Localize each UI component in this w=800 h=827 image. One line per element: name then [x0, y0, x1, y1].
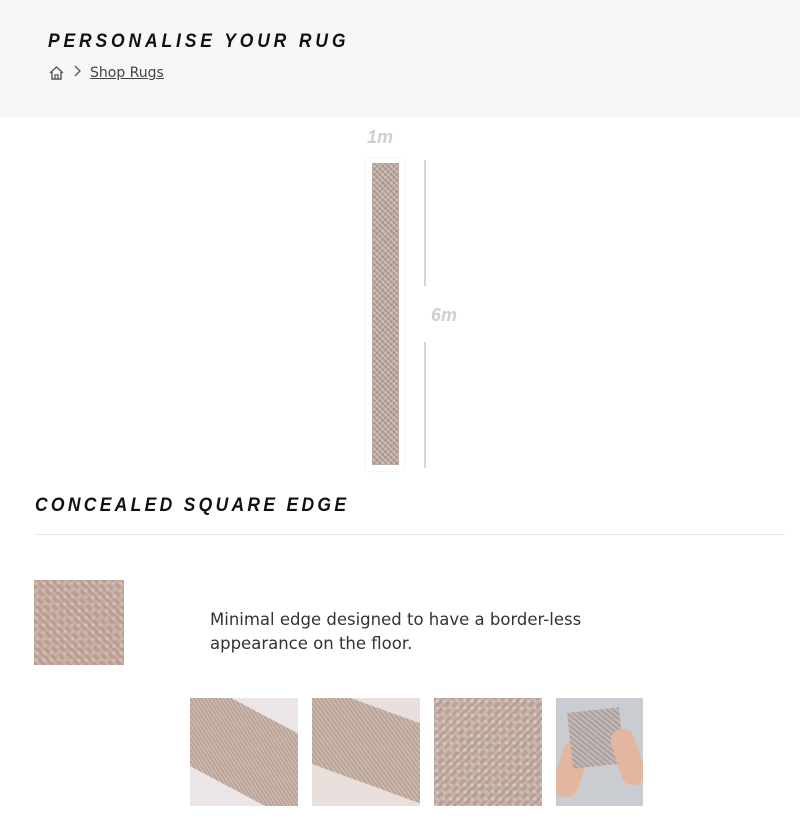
gallery-thumbnail-1[interactable]: [190, 698, 298, 806]
edge-section-title: CONCEALED SQUARE EDGE: [35, 495, 350, 516]
page-title: PERSONALISE YOUR RUG: [48, 31, 350, 52]
edge-description: Minimal edge designed to have a border-less appearance on the floor.: [210, 610, 582, 653]
rug-preview: [372, 163, 399, 465]
rug-length-label: 6m: [431, 305, 458, 325]
length-dimension-line-bottom: [424, 342, 426, 468]
chevron-right-icon: [73, 65, 82, 81]
section-divider: [35, 534, 785, 535]
home-icon[interactable]: [48, 65, 65, 81]
breadcrumb-link-shop-rugs[interactable]: Shop Rugs: [90, 65, 164, 81]
page-header: [0, 0, 800, 117]
length-dimension-line-top: [424, 160, 426, 286]
rug-corner-image: [190, 698, 298, 806]
rug-texture-image: [434, 698, 542, 806]
breadcrumb: [48, 63, 164, 83]
gallery-thumbnail-4[interactable]: [556, 698, 643, 806]
rug-width-label: 1m: [367, 127, 394, 147]
gallery-thumbnail-3[interactable]: [434, 698, 542, 806]
edge-swatch-image[interactable]: [34, 580, 124, 665]
rug-edge-image: [312, 698, 420, 804]
gallery-thumbnail-2[interactable]: [312, 698, 420, 806]
